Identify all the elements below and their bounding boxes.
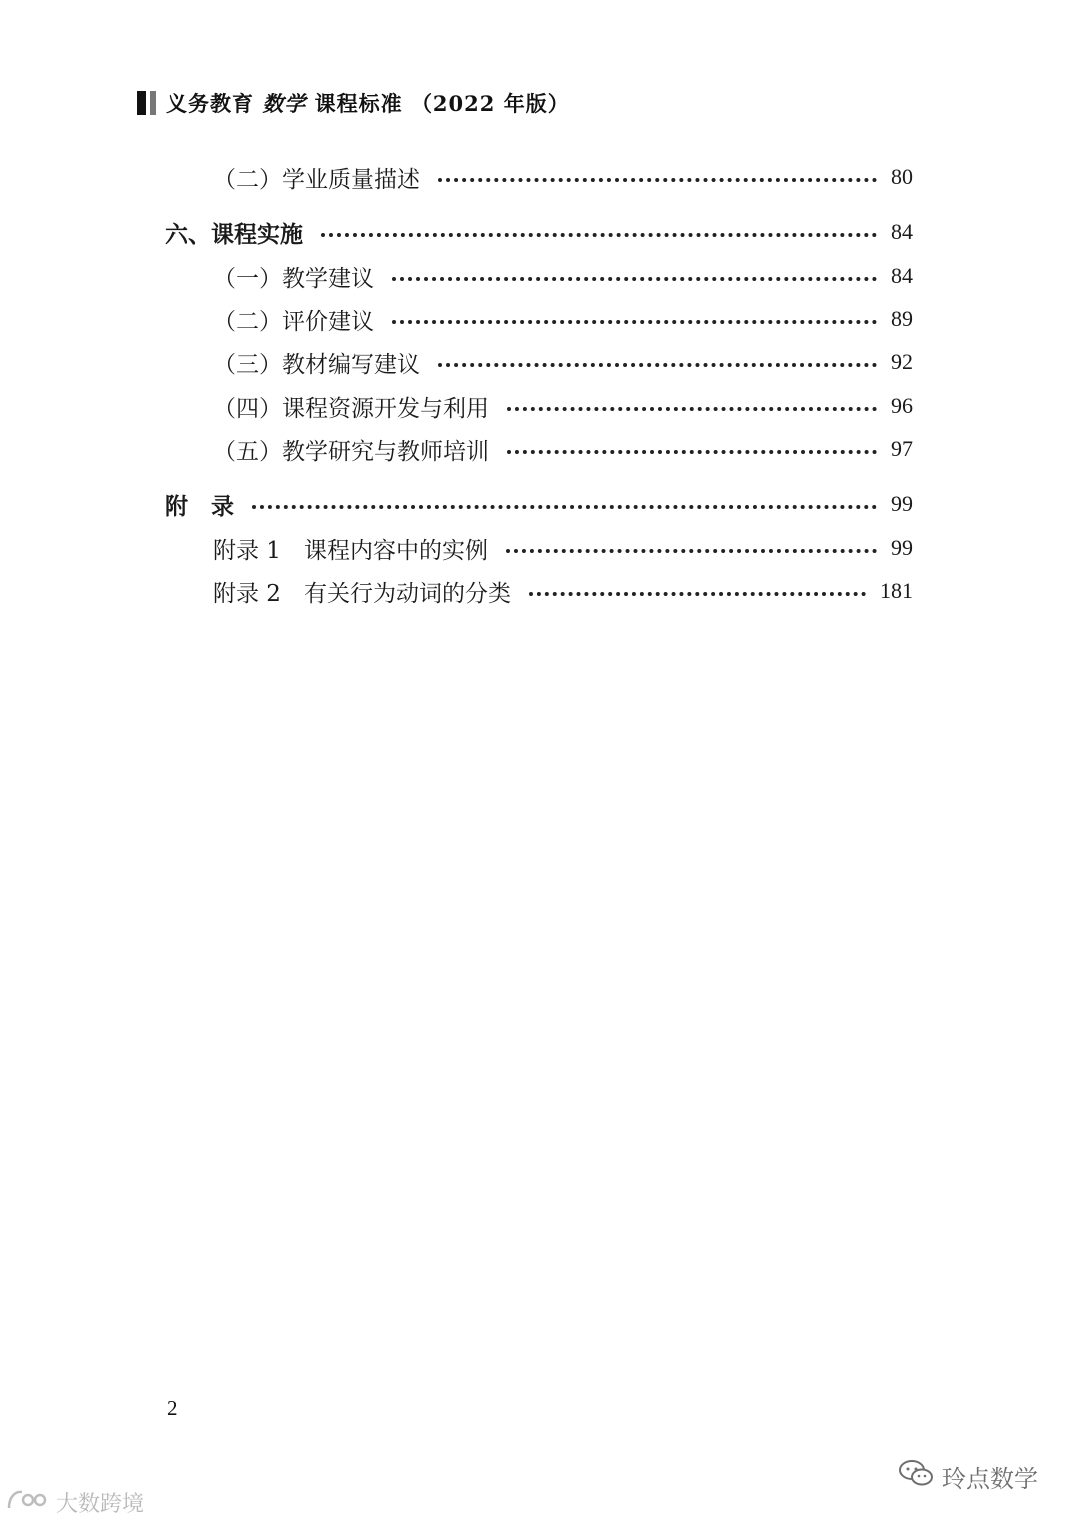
header-title-subject: 数学 bbox=[262, 91, 307, 116]
toc-entry-page: 181 bbox=[880, 578, 913, 603]
watermark-right-text: 玲点数学 bbox=[942, 1464, 1038, 1493]
toc-entry[interactable] bbox=[0, 531, 1080, 565]
toc-entry[interactable] bbox=[0, 302, 1080, 336]
leader-dots bbox=[321, 233, 877, 237]
leader-dots bbox=[252, 505, 877, 509]
toc-entry-page: 84 bbox=[891, 219, 913, 244]
toc-entry-page: 99 bbox=[891, 535, 913, 560]
toc-chapter[interactable] bbox=[0, 215, 1080, 249]
header-title-part1: 义务教育 bbox=[166, 91, 254, 116]
toc-entry-title: （五）教学研究与教师培训 bbox=[213, 438, 489, 465]
toc-entry-title: （四）课程资源开发与利用 bbox=[213, 395, 489, 422]
leader-dots bbox=[529, 592, 866, 596]
toc-entry[interactable] bbox=[0, 345, 1080, 379]
watermark-logo-icon bbox=[6, 1488, 50, 1518]
leader-dots bbox=[507, 450, 877, 454]
header-title-edition: （2022 年版） bbox=[410, 91, 570, 116]
toc-entry[interactable] bbox=[0, 432, 1080, 466]
toc-entry[interactable] bbox=[0, 160, 1080, 194]
toc-entry-title: （三）教材编写建议 bbox=[213, 351, 420, 378]
toc-entry[interactable] bbox=[0, 259, 1080, 293]
header-title-part3: 课程标准 bbox=[314, 91, 403, 116]
toc-entry-page: 80 bbox=[891, 164, 913, 189]
running-header bbox=[137, 88, 570, 118]
watermark-left-text: 大数跨境 bbox=[56, 1492, 145, 1517]
toc-entry[interactable] bbox=[0, 574, 1080, 608]
leader-dots bbox=[438, 363, 877, 367]
toc-entry-page: 99 bbox=[891, 491, 913, 516]
toc-entry-page: 84 bbox=[891, 263, 913, 288]
toc-entry-title: （一）教学建议 bbox=[213, 265, 374, 292]
toc-chapter[interactable] bbox=[0, 487, 1080, 521]
watermark-left bbox=[6, 1487, 144, 1518]
toc-entry-title: 附录 2 有关行为动词的分类 bbox=[213, 580, 511, 607]
header-title bbox=[166, 88, 570, 118]
page-number: 2 bbox=[167, 1396, 178, 1420]
leader-dots bbox=[506, 549, 877, 553]
leader-dots bbox=[392, 320, 877, 324]
toc-entry-page: 92 bbox=[891, 349, 913, 374]
toc-entry-page: 96 bbox=[891, 393, 913, 418]
toc-entry-title: 附 录 bbox=[165, 492, 234, 520]
toc-entry-title: （二）学业质量描述 bbox=[213, 166, 420, 193]
watermark-right bbox=[898, 1458, 1038, 1494]
toc-entry-title: 附录 1 课程内容中的实例 bbox=[213, 537, 488, 564]
toc-entry-page: 89 bbox=[891, 306, 913, 331]
leader-dots bbox=[438, 178, 877, 182]
toc-entry-page: 97 bbox=[891, 436, 913, 461]
header-bars-icon bbox=[137, 91, 156, 115]
toc-entry-title: （二）评价建议 bbox=[213, 308, 374, 335]
leader-dots bbox=[507, 407, 877, 411]
toc-entry[interactable] bbox=[0, 389, 1080, 423]
leader-dots bbox=[392, 277, 877, 281]
toc-entry-title: 六、课程实施 bbox=[165, 220, 303, 248]
wechat-icon bbox=[898, 1458, 934, 1494]
